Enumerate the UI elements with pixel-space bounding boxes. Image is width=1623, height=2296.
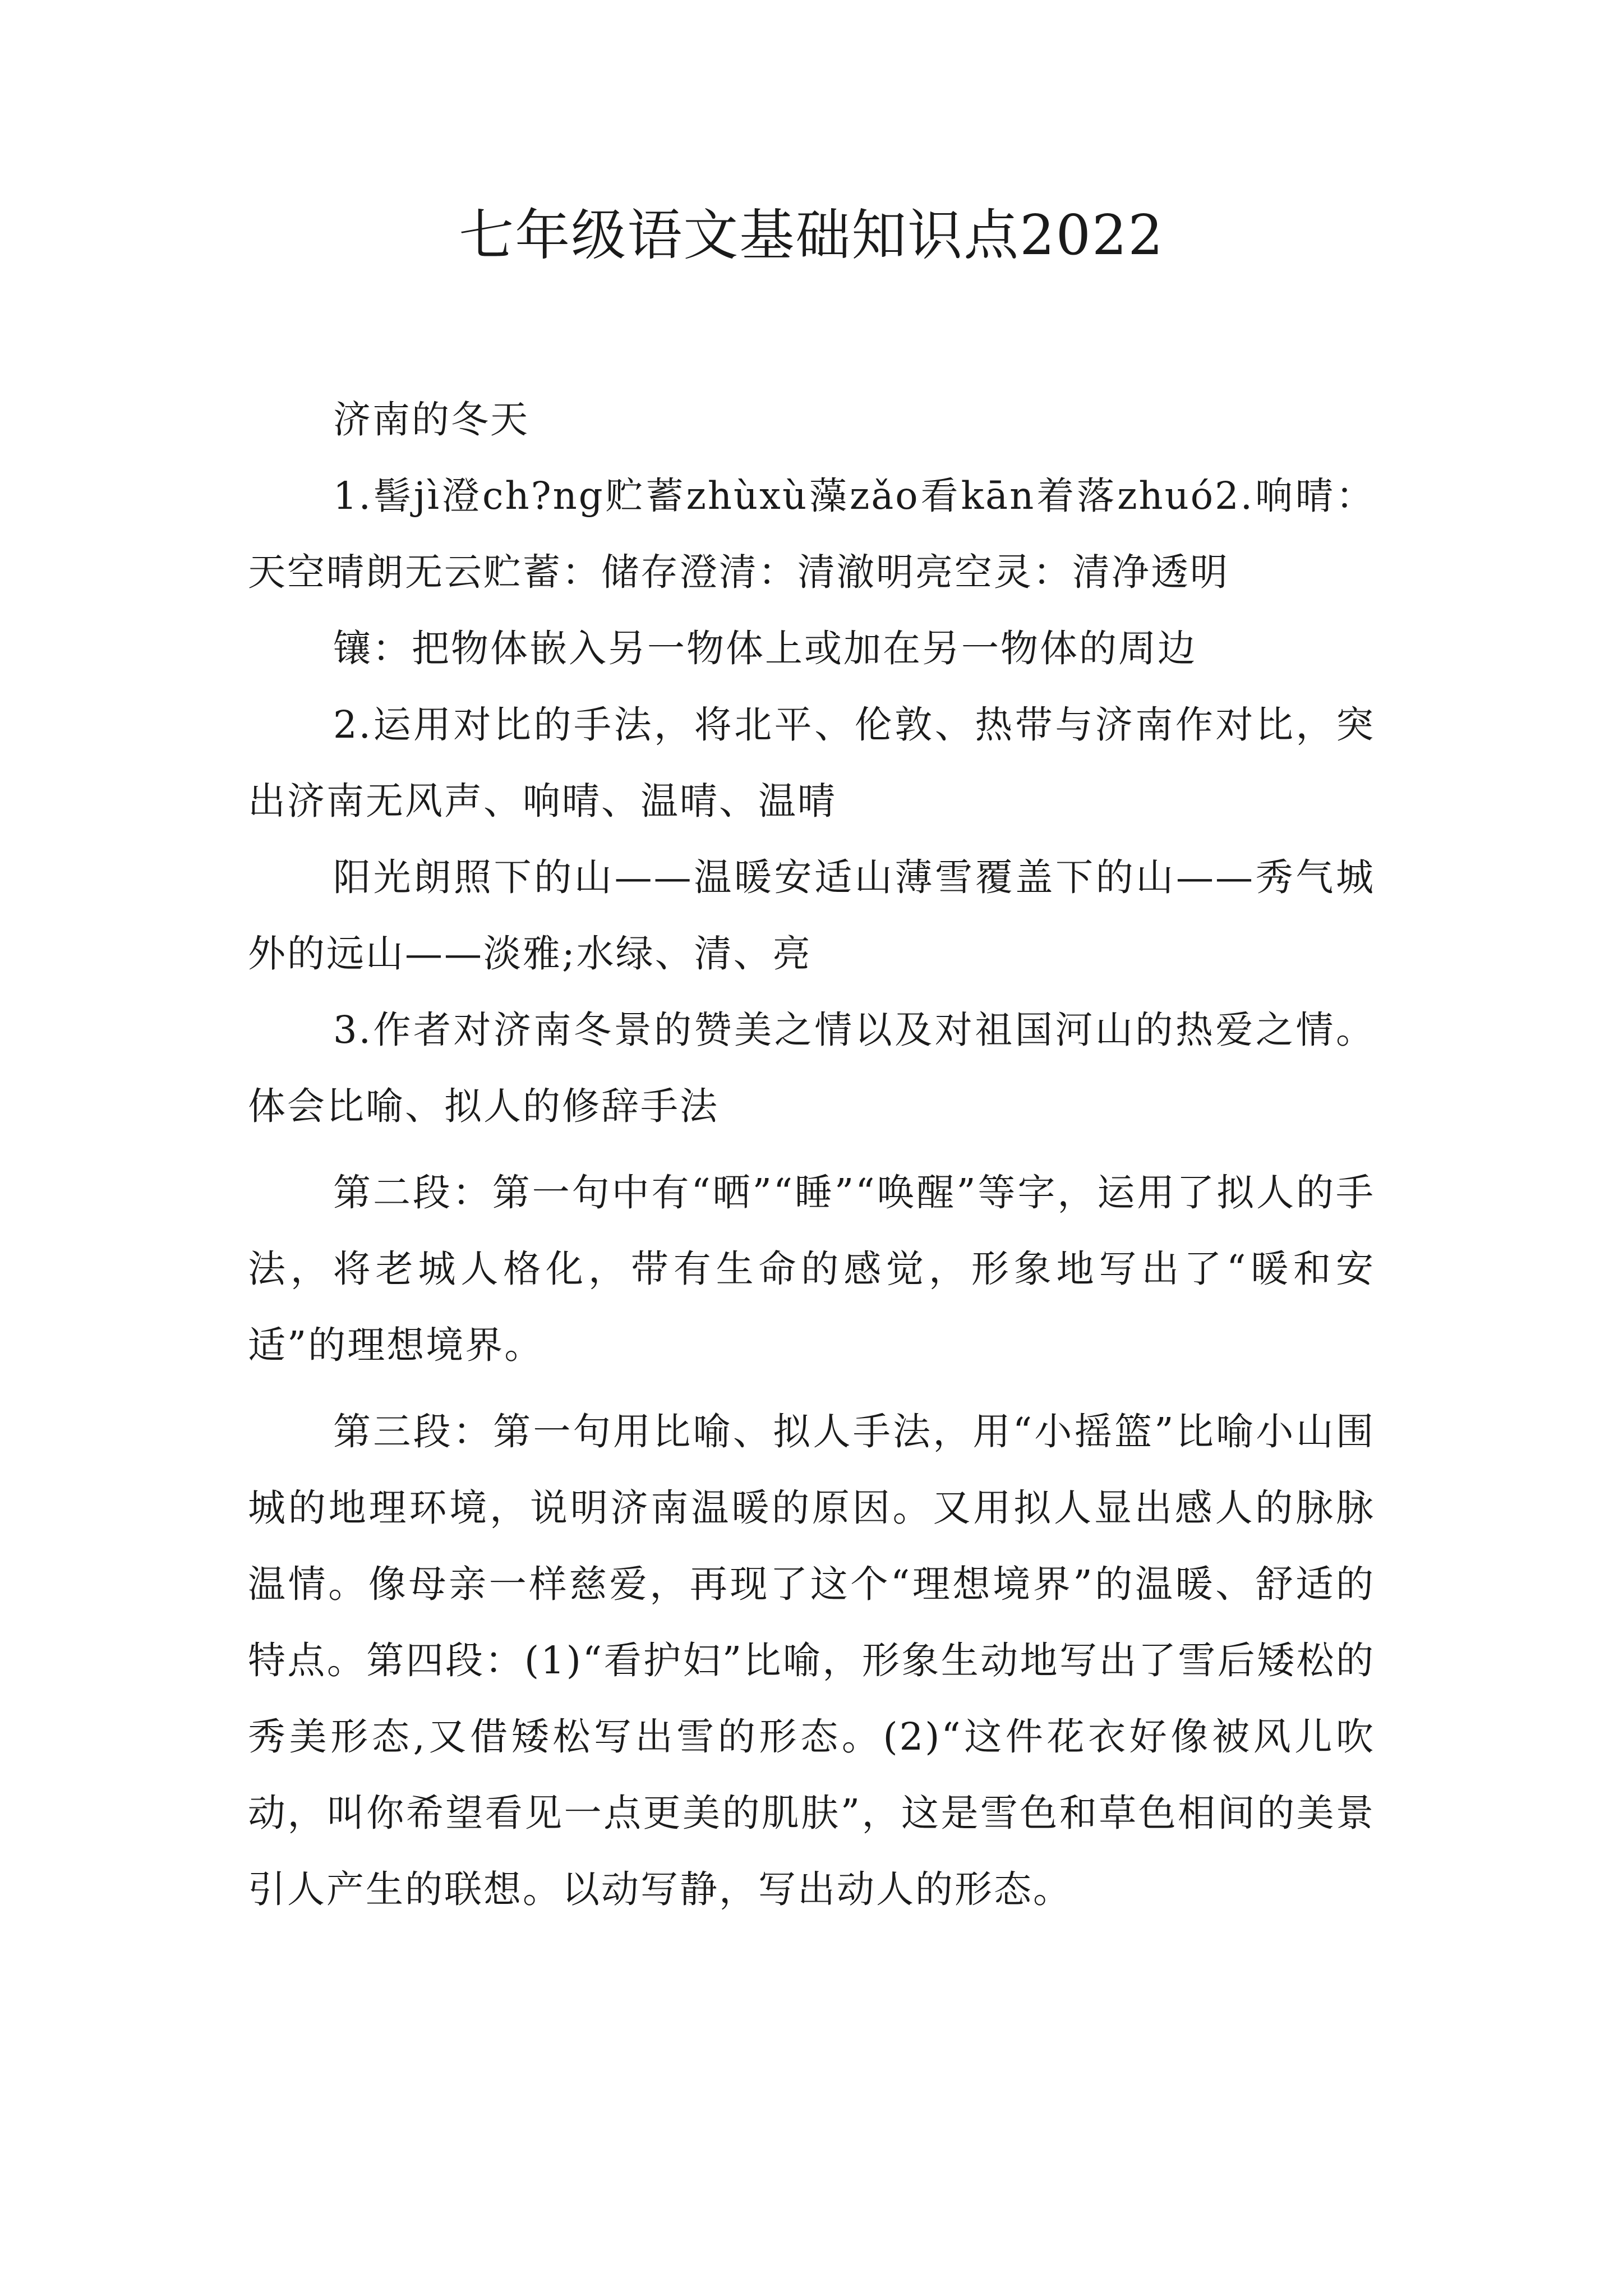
paragraph-third-fourth-section: 第三段：第一句用比喻、拟人手法，用“小摇篮”比喻小山围城的地理环境，说明济南温暖的原因。又用拟人显出感人的脉脉温情。像母亲一样慈爱，再现了这个“理想境界”的温暖、舒适的特点。第四段：(1)“看护妇”比喻，形象生动地写出了雪后矮松的秀美形态,又借矮松写出雪的形态。(2)“这件花衣好像被风儿吹动，叫你希望看见一点更美的肌肤”，这是雪色和草色相间的美景引人产生的联想。以动写静，写出动人的形态。 <box>248 1410 1375 1911</box>
paragraph-second-section: 第二段：第一句中有“晒”“睡”“唤醒”等字，运用了拟人的手法，将老城人格化，带有生命的感觉，形象地写出了“暖和安适”的理想境界。 <box>248 1171 1375 1367</box>
paragraph-author-emotion: 3.作者对济南冬景的赞美之情以及对祖国河山的热爱之情。体会比喻、拟人的修辞手法 <box>248 1008 1375 1128</box>
paragraph-definition-xiang: 镶：把物体嵌入另一物体上或加在另一物体的周边 <box>333 627 1197 670</box>
paragraph-pronunciation-vocabulary: 1.髻jì澄ch?ng贮蓄zhùxù藻zǎo看kān着落zhuó2.响晴：天空晴朗无云贮蓄：储存澄清：清澈明亮空灵：清净透明 <box>248 474 1375 594</box>
document-title: 七年级语文基础知识点2022 <box>459 204 1164 268</box>
document-body <box>248 381 1375 1927</box>
paragraph-section-heading: 济南的冬天 <box>333 398 529 441</box>
paragraph-mountain-descriptions: 阳光朗照下的山——温暖安适山薄雪覆盖下的山——秀气城外的远山——淡雅;水绿、清、亮 <box>248 855 1375 976</box>
paragraph-contrast-technique: 2.运用对比的手法，将北平、伦敦、热带与济南作对比，突出济南无风声、响晴、温晴、温晴 <box>248 703 1375 823</box>
